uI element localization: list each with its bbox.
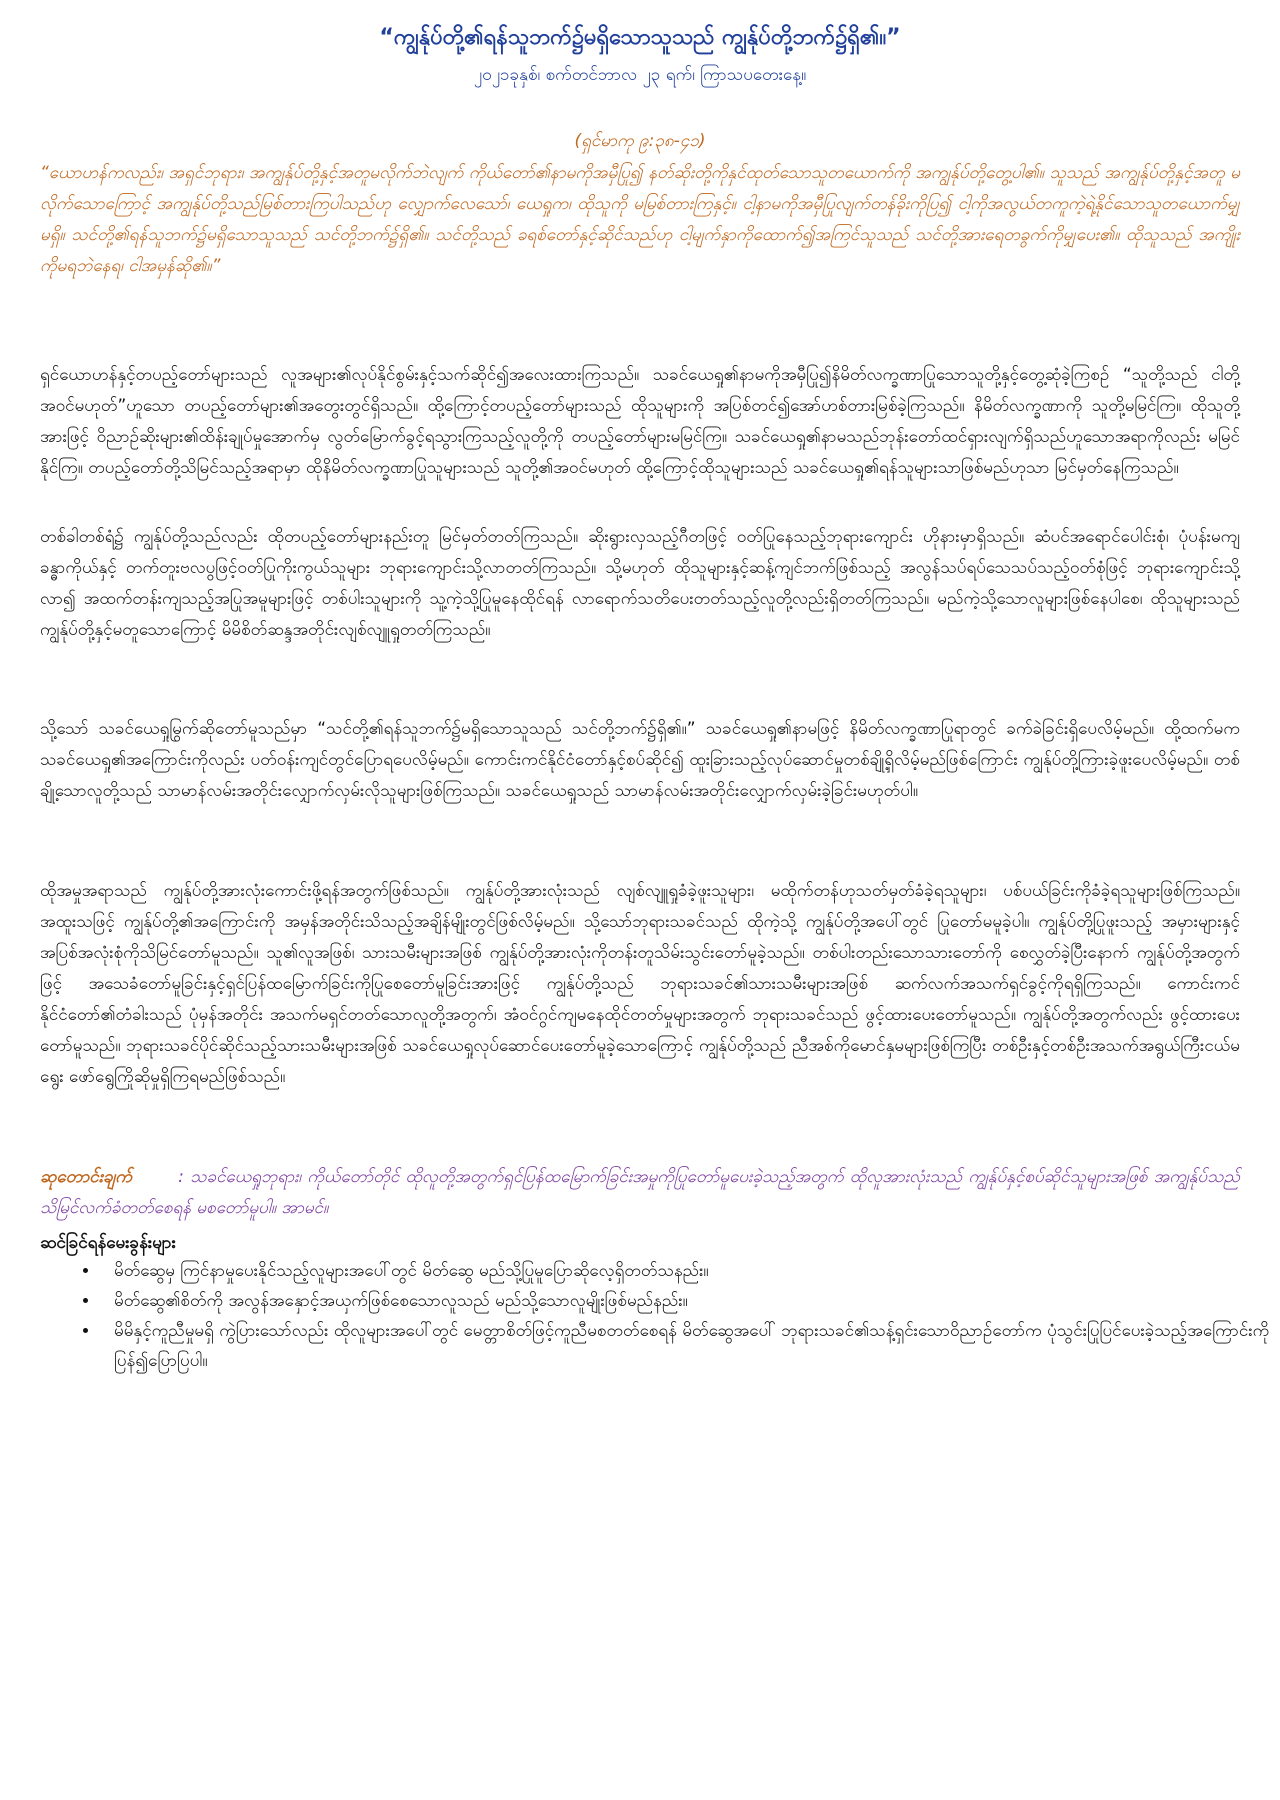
prayer-label: ဆုတောင်းချက်	[40, 1167, 132, 1187]
body-paragraph-3: သို့သော် သခင်ယေရှုမြွက်ဆိုတော်မူသည်မှာ “သင်တို့၏ရန်သူဘက်၌မရှိသောသူသည် သင်တို့ဘက်၌ရှိ၏။” သခင်ယေရှု၏နာမဖြင့် နိမိတ်လက္ခဏာပြုရာတွင် ခက်ခဲခြင်းရှိပေလိမ့်မည်။ ထို့ထက်မက သခင်ယေရှု၏အကြောင်းကိုလည်း ပတ်ဝန်းကျင်တွင်ပြောရပေလိမ့်မည်။ ကောင်းကင်နိုင်ငံတော်နှင့်စပ်ဆိုင်၍ ထူးခြားသည့်လုပ်ဆောင်မှုတစ်ချို့ရှိလိမ့်မည်ဖြစ်ကြောင်း ကျွန်ုပ်တို့ကြားခဲ့ဖူးပေလိမ့်မည်။ တစ်ချို့သောလူတို့သည် သာမာန်လမ်းအတိုင်းလျှောက်လှမ်းလိုသူများဖြစ်ကြသည်။ သခင်ယေရှုသည် သာမာန်လမ်းအတိုင်းလျှောက်လှမ်းခဲ့ခြင်းမဟုတ်ပါ။	[40, 719, 1240, 801]
prayer-text: : သခင်ယေရှုဘုရား၊ ကိုယ်တော်တိုင် ထိုလူတို့အတွက်ရှင်ပြန်ထမြောက်ခြင်းအမှုကိုပြုတော်မူပေးခဲ့သည့်အတွက် ထိုလူအားလုံးသည် ကျွန်ုပ်နှင့်စပ်ဆိုင်သူများအဖြစ် အကျွန်ုပ်သည် သိမြင်လက်ခံတတ်စေရန် မစတော်မူပါ။ အာမင်။	[40, 1167, 1240, 1218]
page-title: “ကျွန်ုပ်တို့၏ရန်သူဘက်၌မရှိသောသူသည် ကျွန်ုပ်တို့ဘက်၌ရှိ၏။”	[379, 25, 901, 50]
question-item-1: • မိတ်ဆွေမှ ကြင်နာမှုပေးနိုင်သည့်လူများအပေါ်တွင် မိတ်ဆွေ မည်သို့ပြုမူပြောဆိုလေ့ရှိတတ်သနည်း။	[100, 1256, 1276, 1286]
question-item-3: • မိမိနှင့်ကူညီမှုမရှိ ကွဲပြားသော်လည်း ထိုလူများအပေါ်တွင် မေတ္တာစိတ်ဖြင့်ကူညီမစတတ်စေရန် မိတ်ဆွေအပေါ် ဘုရားသခင်၏သန့်ရှင်းသောဝိညာဉ်တော်က ပုံသွင်းပြုပြင်ပေးခဲ့သည့်အကြောင်းကို ပြန်၍ပြောပြပါ။	[100, 1316, 1276, 1376]
prayer-section	[40, 1162, 1240, 1224]
scripture-quote: “ယောဟန်ကလည်း၊ အရှင်ဘုရား၊ အကျွန်ုပ်တို့နှင့်အတူမလိုက်ဘဲလျက် ကိုယ်တော်၏နာမကိုအမှီပြု၍ နတ်ဆိုးတို့ကိုနှင်ထုတ်သောသူတယောက်ကို အကျွန်ုပ်တို့တွေ့ပါ၏။ သူသည် အကျွန်ုပ်တို့နှင့်အတူ မလိုက်သောကြောင့် အကျွန်ုပ်တို့သည်မြစ်တားကြပါသည်ဟု လျှောက်လေသော်၊ ယေရှုက၊ ထိုသူကို မမြစ်တားကြနှင့်။ ငါ့နာမကိုအမှီပြုလျက်တန်ခိုးကိုပြ၍ ငါ့ကိုအလွယ်တကူကဲ့ရဲ့နိုင်သောသူတယောက်မျှမရှိ။ သင်တို့၏ရန်သူဘက်၌မရှိသောသူသည် သင်တို့ဘက်၌ရှိ၏။ သင်တို့သည် ခရစ်တော်နှင့်ဆိုင်သည်ဟု ငါ့မျက်နှာကိုထောက်၍အကြင်သူသည် သင်တို့အားရေတခွက်ကိုမျှပေး၏။ ထိုသူသည် အကျိုးကိုမရဘဲနေရ၊ ငါအမှန်ဆို၏။”	[40, 163, 1240, 276]
body-paragraph-1: ရှင်ယောဟန်နှင့်တပည့်တော်များသည် လူအများ၏လုပ်နိုင်စွမ်းနှင့်သက်ဆိုင်၍အလေးထားကြသည်။ သခင်ယေရှု၏နာမကိုအမှီပြု၍နိမိတ်လက္ခဏာပြုသောသူတို့နှင့်တွေ့ဆုံခဲ့ကြစဉ် “သူတို့သည် ငါတို့အဝင်မဟုတ်”ဟူသော တပည့်တော်များ၏အတွေးတွင်ရှိသည်။ ထို့ကြောင့်တပည့်တော်များသည် ထိုသူများကို အပြစ်တင်၍အော်ဟစ်တားမြစ်ခဲ့ကြသည်။ နိမိတ်လက္ခဏာကို သူတို့မမြင်ကြ။ ထိုသူတို့အားဖြင့် ဝိညာဉ်ဆိုးများ၏ထိန်းချုပ်မှုအောက်မှ လွတ်မြောက်ခွင့်ရသွားကြသည့်လူတို့ကို တပည့်တော်များမမြင်ကြ။ သခင်ယေရှု၏နာမသည်ဘုန်းတော်ထင်ရှားလျက်ရှိသည်ဟူသောအရာကိုလည်း မမြင်နိုင်ကြ။ တပည့်တော်တို့သိမြင်သည့်အရာမှာ ထိုနိမိတ်လက္ခဏာပြုသူများသည် သူတို့၏အဝင်မဟုတ် ထို့ကြောင့်ထိုသူများသည် သခင်ယေရှု၏ရန်သူများသာဖြစ်မည်ဟုသာ မြင်မှတ်နေကြသည်။	[40, 365, 1240, 478]
page-date: ၂၀၂၁ခုနှစ်၊ စက်တင်ဘာလ ၂၃ ရက်၊ ကြာသပတေးနေ့။	[473, 65, 807, 85]
question-item-2: • မိတ်ဆွေ၏စိတ်ကို အလွန်အနှောင့်အယှက်ဖြစ်စေသောလူသည် မည်သို့သောလူမျိုးဖြစ်မည်နည်း။	[100, 1286, 1276, 1316]
body-paragraph-2: တစ်ခါတစ်ရံ၌ ကျွန်ုပ်တို့သည်လည်း ထိုတပည့်တော်များနည်းတူ မြင်မှတ်တတ်ကြသည်။ ဆိုးရွားလှသည့်ဂီတဖြင့် ဝတ်ပြုနေသည့်ဘုရားကျောင်း ဟိုနားမှာရှိသည်။ ဆံပင်အရောင်ပေါင်းစုံ၊ ပုံပန်းမကျခန္ဓာကိုယ်နှင့် တက်တူးဗလပွဖြင့်ဝတ်ပြုကိုးကွယ်သူများ ဘုရားကျောင်းသို့လာတတ်ကြသည်။ သို့မဟုတ် ထိုသူများနှင့်ဆန့်ကျင်ဘက်ဖြစ်သည့် အလွန်သပ်ရပ်သေသပ်သည့်ဝတ်စုံဖြင့် ဘုရားကျောင်းသို့လာ၍ အထက်တန်းကျသည့်အပြုအမူများဖြင့် တစ်ပါးသူများကို သူ့ကဲ့သို့ပြုမူနေထိုင်ရန် လာရောက်သတိပေးတတ်သည့်လူတို့လည်းရှိတတ်ကြသည်။ မည်ကဲ့သို့သောလူများဖြစ်နေပါစေ၊ ထိုသူများသည် ကျွန်ုပ်တို့နှင့်မတူသောကြောင့် မိမိစိတ်ဆန္ဒအတိုင်းလျစ်လျူရှုတတ်ကြသည်။	[40, 527, 1240, 640]
body-paragraph-4: ထိုအမှုအရာသည် ကျွန်ုပ်တို့အားလုံးကောင်းဖို့ရန်အတွက်ဖြစ်သည်။ ကျွန်ုပ်တို့အားလုံးသည် လျစ်လျူရှုခံခဲ့ဖူးသူများ၊ မထိုက်တန်ဟုသတ်မှတ်ခံခဲ့ရသူများ၊ ပစ်ပယ်ခြင်းကိုခံခဲ့ရသူများဖြစ်ကြသည်။ အထူးသဖြင့် ကျွန်ုပ်တို့၏အကြောင်းကို အမှန်အတိုင်းသိသည့်အချိန်မျိုးတွင်ဖြစ်လိမ့်မည်။ သို့သော်ဘုရားသခင်သည် ထိုကဲ့သို့ ကျွန်ုပ်တို့အပေါ်တွင် ပြုတော်မမူခဲ့ပါ။ ကျွန်ုပ်တို့ပြုဖူးသည့် အမှားများနှင့်အပြစ်အလုံးစုံကိုသိမြင်တော်မူသည်။ သူ၏လူအဖြစ်၊ သားသမီးများအဖြစ် ကျွန်ုပ်တို့အားလုံးကိုတန်းတူသိမ်းသွင်းတော်မူခဲ့သည်။ တစ်ပါးတည်းသောသားတော်ကို စေလွှတ်ခဲ့ပြီးနောက် ကျွန်ုပ်တို့အတွက်ဖြင့် အသေခံတော်မူခြင်းနှင့်ရှင်ပြန်ထမြောက်ခြင်းကိုပြုစေတော်မူခြင်းအားဖြင့် ကျွန်ုပ်တို့သည် ဘုရားသခင်၏သားသမီးများအဖြစ် ဆက်လက်အသက်ရှင်ခွင့်ကိုရရှိကြသည်။ ကောင်းကင်နိုင်ငံတော်၏တံခါးသည် ပုံမှန်အတိုင်း အသက်မရှင်တတ်သောလူတို့အတွက်၊ အံဝင်ဂွင်ကျမနေထိုင်တတ်မှုများအတွက် ဘုရားသခင်သည် ဖွင့်ထားပေးတော်မူသည်။ ကျွန်ုပ်တို့အတွက်လည်း ဖွင့်ထားပေးတော်မူသည်။ ဘုရားသခင်ပိုင်ဆိုင်သည့်သားသမီးများအဖြစ် သခင်ယေရှုလုပ်ဆောင်ပေးတော်မူခဲ့သောကြောင့် ကျွန်ုပ်တို့သည် ညီအစ်ကိုမောင်နှမများဖြစ်ကြပြီး တစ်ဦးနှင့်တစ်ဦးအသက်အရွယ်ကြီးငယ်မရွေး ဖော်ရွေကြိုဆိုမှုရှိကြရမည်ဖြစ်သည်။	[40, 881, 1240, 1087]
questions-list	[64, 1256, 1276, 1376]
scripture-reference: (ရှင်မာကု ၉:၃၈-၄၁)	[574, 131, 706, 151]
questions-title: ဆင်ခြင်ရန်မေးခွန်းများ	[40, 1233, 176, 1253]
